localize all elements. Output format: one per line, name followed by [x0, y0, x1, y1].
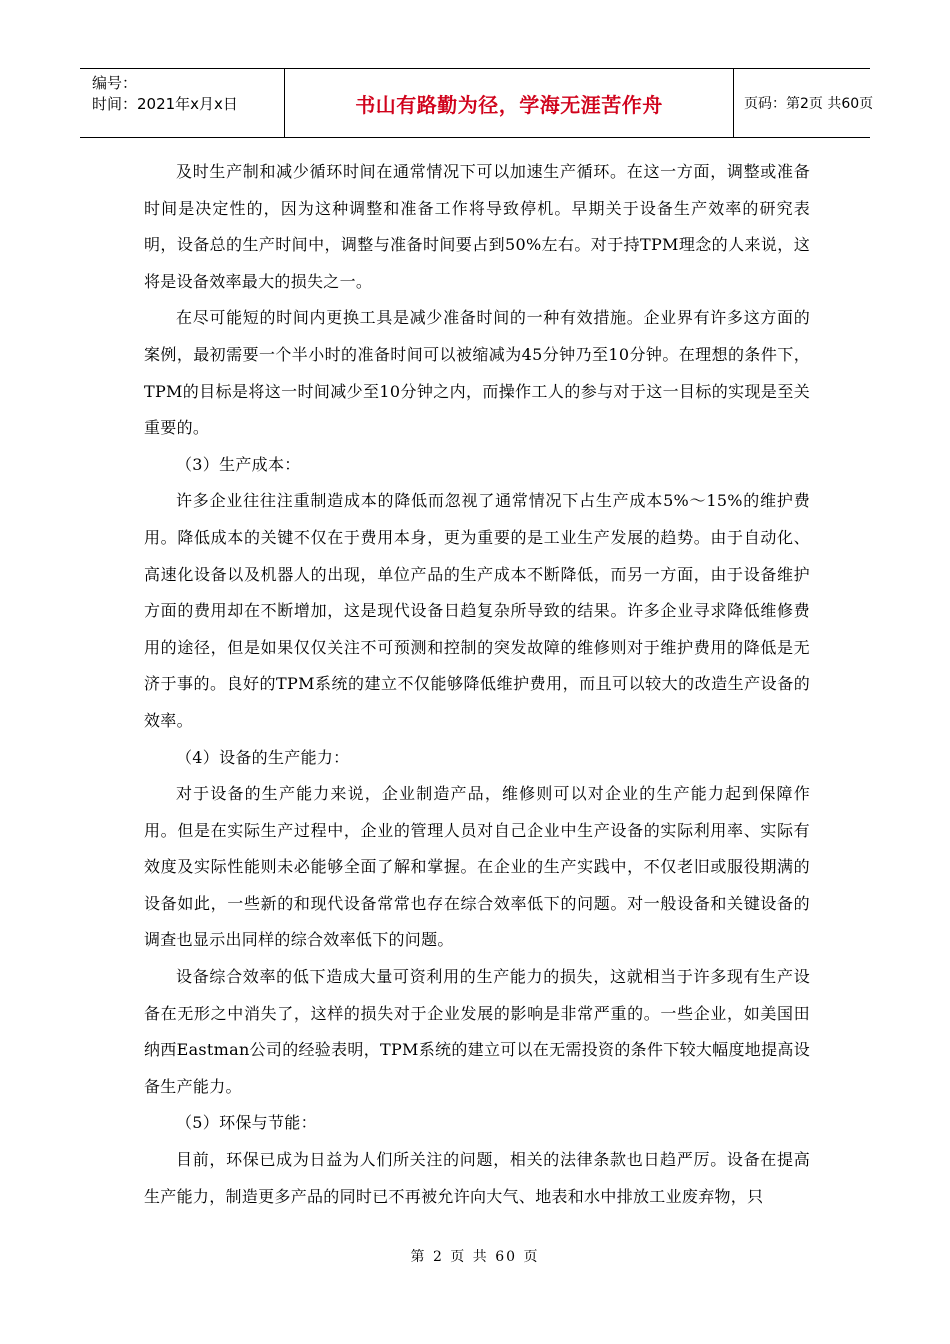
page-footer: 第 2 页 共 60 页	[410, 1249, 540, 1265]
header-meta	[80, 69, 284, 137]
paragraph: 在尽可能短的时间内更换工具是减少准备时间的一种有效措施。企业界有许多这方面的案例，最初需要一个半小时的准备时间可以被缩减为45分钟乃至10分钟。在理想的条件下，TPM的目标是将这一时间减少至10分钟之内，而操作工人的参与对于这一目标的实现是至关重要的。	[144, 308, 810, 438]
paragraph: 对于设备的生产能力来说，企业制造产品，维修则可以对企业的生产能力起到保障作用。但是在实际生产过程中，企业的管理人员对自己企业中生产设备的实际利用率、实际有效度及实际性能则未必能够全面了解和掌握。在企业的生产实践中，不仅老旧或服役期满的设备如此，一些新的和现代设备常常也存在综合效率低下的问题。对一般设备和关键设备的调查也显示出同样的综合效率低下的问题。	[144, 784, 810, 950]
page-header	[80, 68, 874, 138]
section-heading: （3）生产成本：	[176, 454, 301, 474]
section-heading: （5）环保与节能：	[176, 1113, 317, 1133]
paragraph: 及时生产制和减少循环时间在通常情况下可以加速生产循环。在这一方面，调整或准备时间是决定性的，因为这种调整和准备工作将导致停机。早期关于设备生产效率的研究表明，设备总的生产时间中，调整与准备时间要占到50%左右。对于持TPM理念的人来说，这将是设备效率最大的损失之一。	[144, 162, 810, 291]
document-time: 时间：2021年x月x日	[92, 95, 238, 113]
paragraph: 目前，环保已成为日益为人们所关注的问题，相关的法律条款也日趋严厉。设备在提高生产能力，制造更多产品的同时已不再被允许向大气、地表和水中排放工业废弃物，只	[144, 1150, 810, 1206]
document-body	[144, 154, 810, 1215]
paragraph: 设备综合效率的低下造成大量可资利用的生产能力的损失，这就相当于许多现有生产设备在无形之中消失了，这样的损失对于企业发展的影响是非常严重的。一些企业，如美国田纳西Eastman公司的经验表明，TPM系统的建立可以在无需投资的条件下较大幅度地提高设备生产能力。	[144, 967, 810, 1096]
section-heading: （4）设备的生产能力：	[176, 747, 350, 767]
document-code-label: 编号：	[92, 74, 138, 92]
header-motto: 书山有路勤为径，学海无涯苦作舟	[284, 69, 734, 137]
header-page-info: 页码：第2页 共60页	[744, 96, 874, 112]
paragraph: 许多企业往往注重制造成本的降低而忽视了通常情况下占生产成本5%～15%的维护费用。降低成本的关键不仅在于费用本身，更为重要的是工业生产发展的趋势。由于自动化、高速化设备以及机器人的出现，单位产品的生产成本不断降低，而另一方面，由于设备维护方面的费用却在不断增加，这是现代设备日趋复杂所导致的结果。许多企业寻求降低维修费用的途径，但是如果仅仅关注不可预测和控制的突发故障的维修则对于维护费用的降低是无济于事的。良好的TPM系统的建立不仅能够降低维护费用，而且可以较大的改造生产设备的效率。	[144, 491, 810, 730]
